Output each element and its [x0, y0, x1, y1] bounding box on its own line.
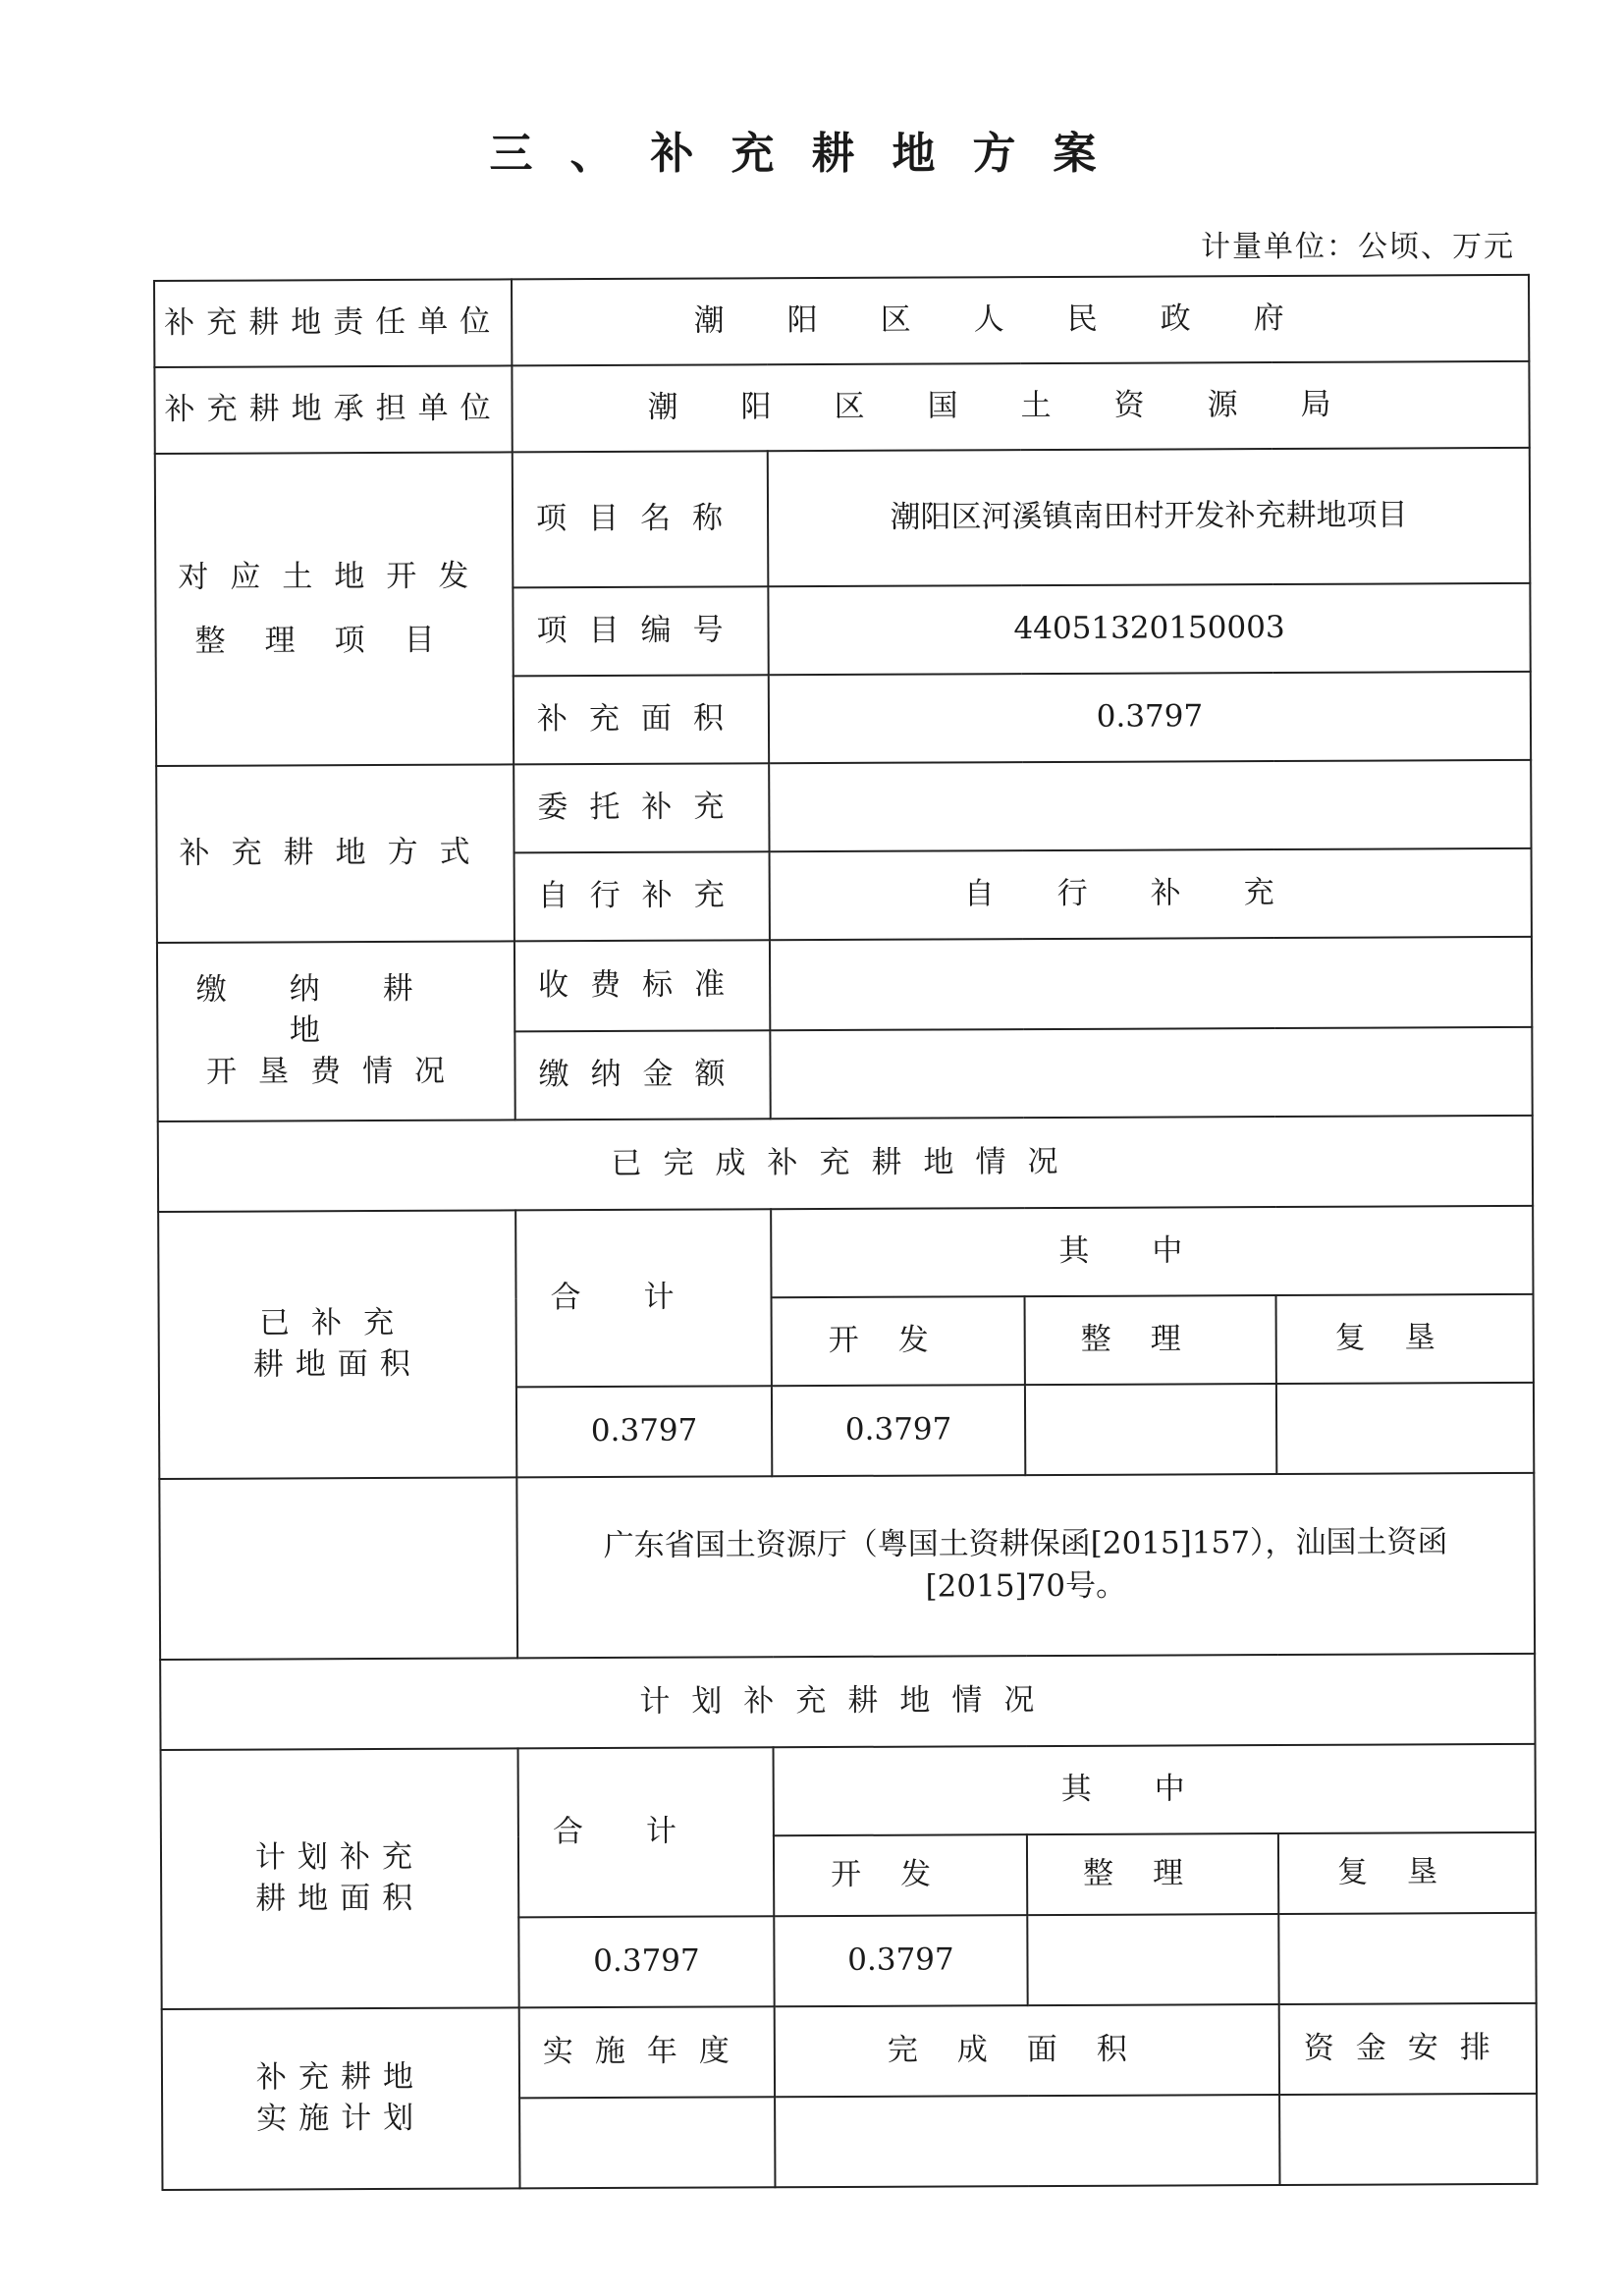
self-supplement-value: 自行补充 [770, 848, 1532, 940]
completed-area-header-label: 完成面积 [775, 2004, 1279, 2097]
planned-area-label-line2: 耕地面积 [255, 1880, 425, 1917]
implementation-plan-label [162, 2007, 520, 2190]
fee-standard-label: 收费标准 [514, 940, 770, 1031]
completed-of-which-label: 其中 [771, 1206, 1533, 1297]
planned-of-which-label: 其中 [774, 1744, 1536, 1835]
funds-arrangement-value [1279, 2094, 1537, 2185]
completed-arrange-value [1025, 1384, 1276, 1475]
completed-arrange-label: 整理 [1025, 1295, 1276, 1385]
method-group-label: 补充耕地方式 [156, 764, 514, 943]
project-group-label-line1: 对应土地开发 [178, 558, 491, 595]
completed-total-label: 合计 [515, 1209, 772, 1387]
undertaking-unit-value: 潮阳区国土资源局 [512, 361, 1529, 453]
project-code-label: 项目编号 [513, 586, 768, 676]
project-group-label-line2: 整理项目 [194, 622, 474, 659]
project-area-value: 0.3797 [769, 672, 1531, 763]
implementation-plan-label-line1: 补充耕地 [255, 2058, 426, 2096]
planned-area-label-line1: 计划补充 [254, 1838, 425, 1876]
completed-develop-label: 开发 [772, 1296, 1025, 1386]
planned-arrange-label: 整理 [1027, 1833, 1278, 1915]
project-code-value: 44051320150003 [768, 583, 1530, 675]
land-plan-table-sheet [153, 274, 1536, 2195]
planned-total-label: 合计 [518, 1747, 775, 1917]
land-plan-table [153, 274, 1538, 2191]
completed-total-value: 0.3797 [516, 1386, 772, 1477]
project-name-value: 潮阳区河溪镇南田村开发补充耕地项目 [768, 448, 1531, 586]
planned-section-title: 计划补充耕地情况 [160, 1654, 1535, 1750]
planned-area-label [161, 1748, 519, 2009]
measurement-unit: 计量单位：公顷、万元 [1201, 230, 1515, 264]
planned-reclaim-value [1278, 1913, 1536, 2004]
completed-area-label [158, 1210, 516, 1479]
fee-standard-value [770, 937, 1532, 1030]
completed-approval-note [516, 1473, 1535, 1659]
approval-note-line2: [2015]70号。 [925, 1567, 1127, 1605]
completed-develop-value: 0.3797 [772, 1385, 1025, 1476]
project-name-label: 项目名称 [513, 451, 769, 587]
entrust-label: 委托补充 [514, 763, 769, 852]
planned-arrange-value [1027, 1914, 1278, 2005]
fee-group-label [157, 941, 515, 1121]
approval-note-line1: 广东省国土资源厅（粤国土资耕保函[2015]157），汕国土资函 [603, 1523, 1448, 1563]
responsible-unit-label: 补充耕地责任单位 [154, 279, 512, 367]
planned-develop-value: 0.3797 [774, 1915, 1027, 2006]
page-title: 三、补充耕地方案 [489, 129, 1134, 179]
responsible-unit-value: 潮阳区人民政府 [512, 275, 1529, 366]
completed-area-label-line2: 耕地面积 [252, 1345, 422, 1383]
planned-total-value: 0.3797 [518, 1916, 774, 2007]
completed-reclaim-label: 复垦 [1276, 1294, 1534, 1384]
implementation-year-label: 实施年度 [519, 2006, 775, 2098]
fee-group-label-line2: 开垦费情况 [205, 1053, 467, 1090]
self-supplement-label: 自行补充 [514, 851, 770, 941]
completed-note-blank [159, 1477, 517, 1660]
fee-amount-label: 缴纳金额 [514, 1030, 770, 1120]
fee-amount-value [770, 1027, 1532, 1119]
implementation-plan-label-line2: 实施计划 [256, 2100, 426, 2137]
completed-area-header-value [775, 2095, 1279, 2187]
funds-arrangement-label: 资金安排 [1279, 2003, 1537, 2095]
completed-section-title: 已完成补充耕地情况 [158, 1116, 1533, 1212]
planned-develop-label: 开发 [774, 1834, 1027, 1916]
fee-group-label-line1: 缴纳耕地 [195, 970, 476, 1049]
completed-area-label-line1: 已补充 [259, 1305, 416, 1341]
project-area-label: 补充面积 [514, 675, 769, 764]
entrust-value [769, 760, 1531, 851]
planned-reclaim-label: 复垦 [1278, 1832, 1536, 1914]
undertaking-unit-label: 补充耕地承担单位 [154, 365, 512, 454]
project-group-label [155, 452, 514, 766]
implementation-year-value [519, 2097, 775, 2188]
completed-reclaim-value [1276, 1383, 1534, 1474]
